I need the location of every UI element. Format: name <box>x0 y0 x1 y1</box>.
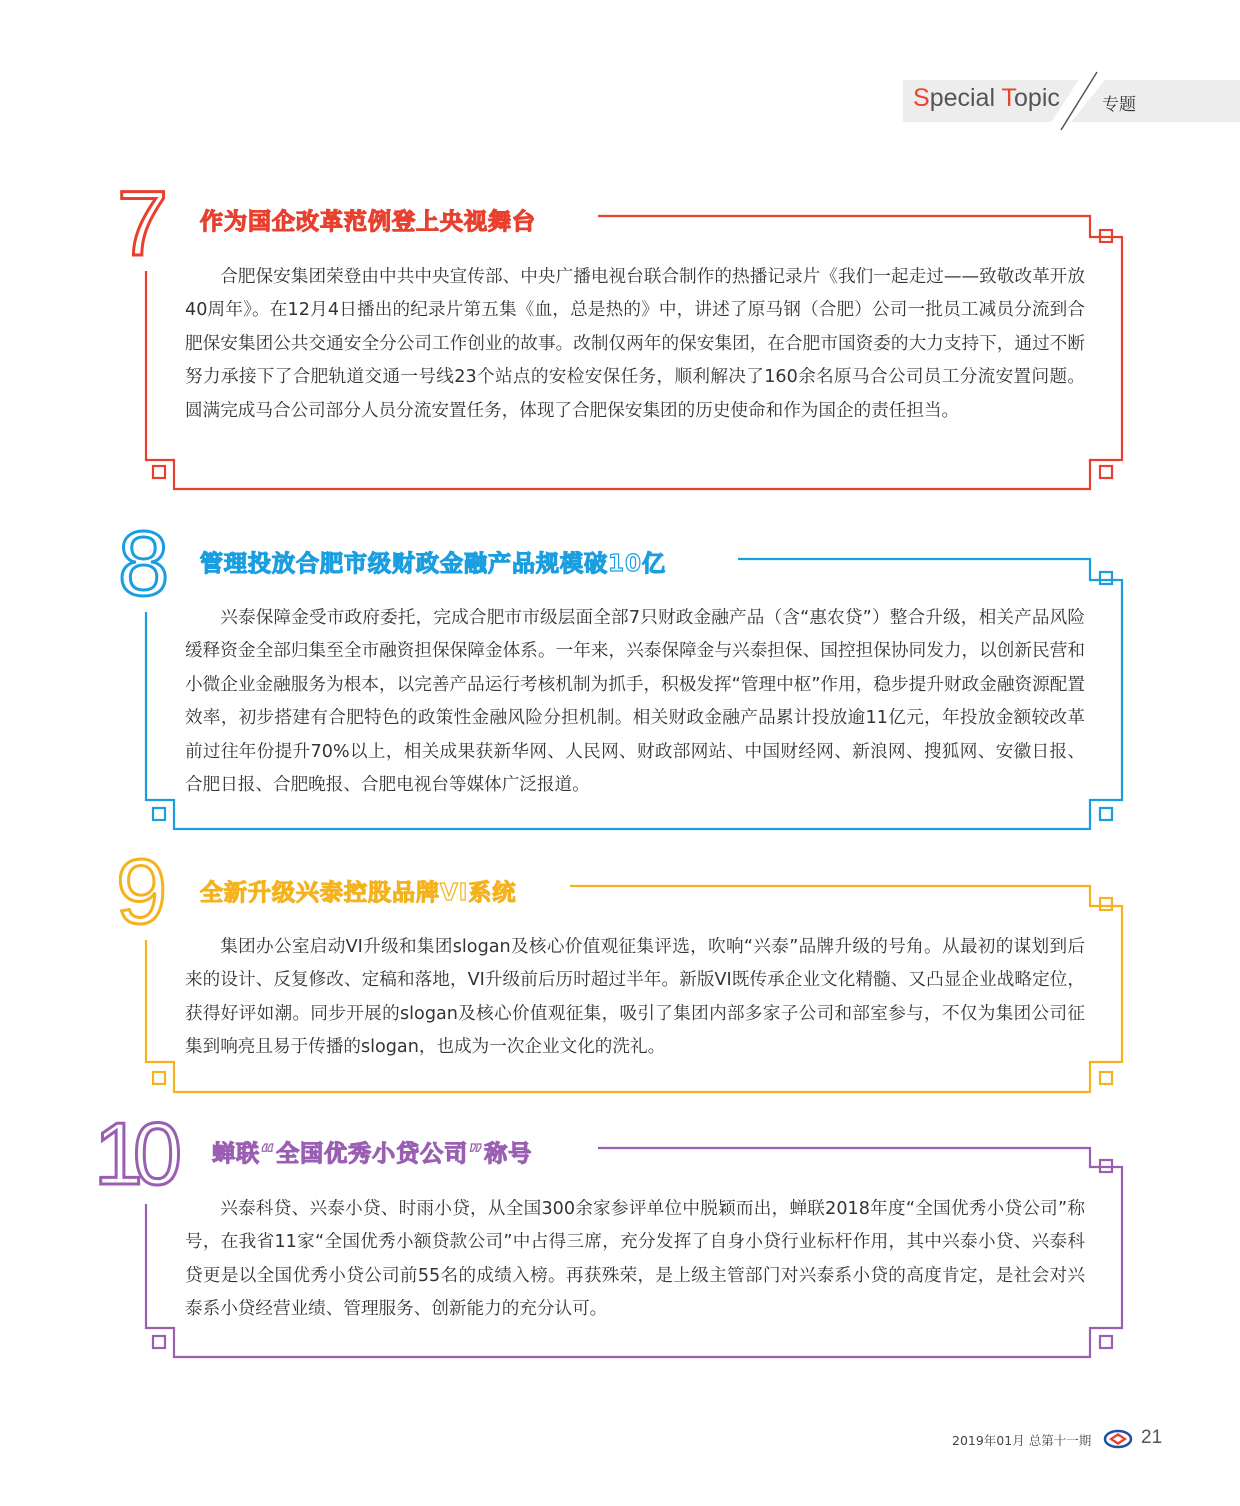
company-logo-icon <box>1103 1429 1133 1449</box>
section-7-body: 合肥保安集团荣登由中共中央宣传部、中央广播电视台联合制作的热播记录片《我们一起走过——致敬改革开放40周年》。在12月4日播出的纪录片第五集《血，总是热的》中，讲述了原马钢（合肥）公司一批员工减员分流到合肥保安集团公共交通安全分公司工作创业的故事。改制仅两年的保安集团，在合肥市国资委的大力支持下，通过不断努力承接下了合肥轨道交通一号线23个站点的安检安保任务，顺利解决了160余名原马合公司员工分流安置问题。圆满完成马合公司部分人员分流安置任务，体现了合肥保安集团的历史使命和作为国企的责任担当。 <box>185 267 1085 421</box>
header-special-topic: Special Topic <box>913 84 1060 112</box>
section-9-title: 全新升级兴泰控股品牌VI系统 <box>200 880 517 906</box>
section-7-number: 7 <box>117 173 169 275</box>
section-10-title: 蝉联“全国优秀小贷公司”称号 <box>212 1141 533 1167</box>
header-topic-zh: 专题 <box>1102 95 1136 115</box>
section-9-number: 9 <box>116 841 168 943</box>
section-8-title: 管理投放合肥市级财政金融产品规模破10亿 <box>200 551 667 577</box>
section-7-title: 作为国企改革范例登上央视舞台 <box>200 209 536 235</box>
section-8-body: 兴泰保障金受市政府委托，完成合肥市市级层面全部7只财政金融产品（含“惠农贷”）整合升级，相关产品风险缓释资金全部归集至全市融资担保保障金体系。一年来，兴泰保障金与兴泰担保、国控担保协同发力，以创新民营和小微企业金融服务为根本，以完善产品运行考核机制为抓手，积极发挥“管理中枢”作用，稳步提升财政金融资源配置效率，初步搭建有合肥特色的政策性金融风险分担机制。相关财政金融产品累计投放逾11亿元，年投放金额较改革前过往年份提升70%以上，相关成果获新华网、人民网、财政部网站、中国财经网、新浪网、搜狐网、安徽日报、合肥日报、合肥晚报、合肥电视台等媒体广泛报道。 <box>185 608 1085 796</box>
section-10-body: 兴泰科贷、兴泰小贷、时雨小贷，从全国300余家参评单位中脱颖而出，蝉联2018年度“全国优秀小贷公司”称号，在我省11家“全国优秀小额贷款公司”中占得三席，充分发挥了自身小贷行业标杆作用，其中兴泰小贷、兴泰科贷更是以全国优秀小贷公司前55名的成绩入榜。再获殊荣，是上级主管部门对兴泰系小贷的高度肯定，是社会对兴泰系小贷经营业绩、管理服务、创新能力的充分认可。 <box>185 1199 1085 1320</box>
footer-issue: 2019年01月 总第十一期 <box>952 1433 1092 1448</box>
section-9-body: 集团办公室启动VI升级和集团slogan及核心价值观征集评选，吹响“兴泰”品牌升级的号角。从最初的谋划到后来的设计、反复修改、定稿和落地，VI升级前后历时超过半年。新版VI既传承企业文化精髓、又凸显企业战略定位，获得好评如潮。同步开展的slogan及核心价值观征集，吸引了集团内部多家子公司和部室参与，不仅为集团公司征集到响亮且易于传播的slogan，也成为一次企业文化的洗礼。 <box>185 937 1085 1058</box>
section-10-number: 10 <box>94 1104 172 1203</box>
page-number: 21 <box>1141 1427 1163 1448</box>
section-8-number: 8 <box>118 513 170 615</box>
